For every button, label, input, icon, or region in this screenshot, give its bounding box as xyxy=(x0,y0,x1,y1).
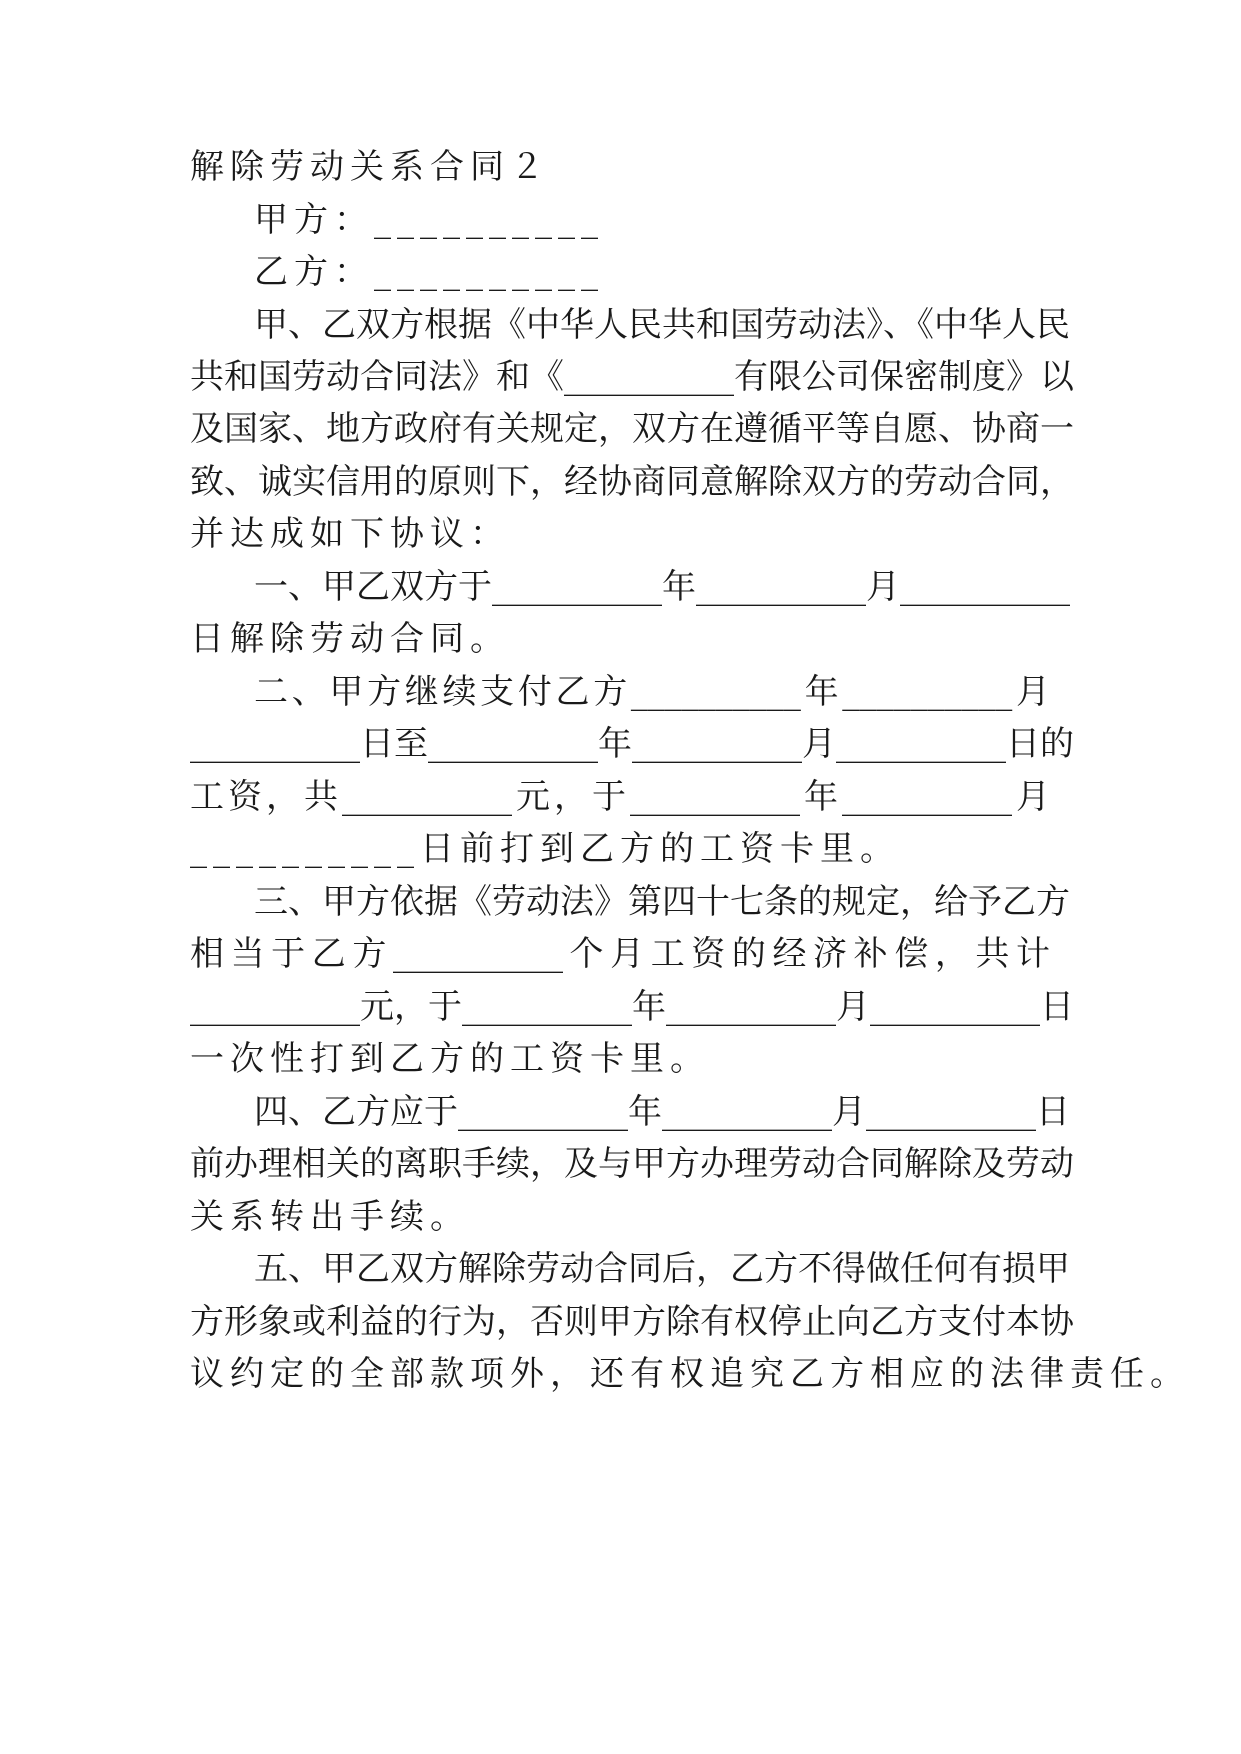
clause-1-line: 一、甲乙双方于__________年__________月__________ xyxy=(254,567,1070,607)
clause-3-line: 相当于乙方__________个月工资的经济补偿，共计 xyxy=(190,934,1050,974)
paragraph-line: 致、诚实信用的原则下，经协商同意解除双方的劳动合同， xyxy=(190,462,1074,502)
document-title: 解除劳动关系合同２ xyxy=(190,147,550,187)
party-a-line: 甲方：__________ xyxy=(254,200,604,240)
clause-3-line: 三、甲方依据《劳动法》第四十七条的规定，给予乙方 xyxy=(254,882,1070,922)
clause-4-line: 四、乙方应于__________年__________月__________日 xyxy=(254,1092,1070,1132)
clause-1-line: 日解除劳动合同。 xyxy=(190,619,510,659)
paragraph-line: 及国家、地方政府有关规定，双方在遵循平等自愿、协商一 xyxy=(190,409,1074,449)
party-b-line: 乙方：__________ xyxy=(254,252,604,292)
clause-2-line: 二、甲方继续支付乙方__________年__________月 xyxy=(254,672,1050,712)
clause-2-line: __________日至__________年__________月__________日的 xyxy=(190,724,1074,764)
paragraph-line: 共和国劳动合同法》和《__________有限公司保密制度》以 xyxy=(190,357,1074,397)
clause-5-line: 议约定的全部款项外，还有权追究乙方相应的法律责任。 xyxy=(190,1354,1190,1394)
clause-3-line: __________元，于__________年__________月__________日 xyxy=(190,987,1074,1027)
clause-2-line: __________日前打到乙方的工资卡里。 xyxy=(190,829,900,869)
clause-3-line: 一次性打到乙方的工资卡里。 xyxy=(190,1039,710,1079)
paragraph-line: 甲、乙双方根据《中华人民共和国劳动法》、《中华人民 xyxy=(254,305,1070,345)
clause-4-line: 前办理相关的离职手续，及与甲方办理劳动合同解除及劳动 xyxy=(190,1144,1074,1184)
paragraph-line: 并达成如下协议： xyxy=(190,514,510,554)
clause-5-line: 五、甲乙双方解除劳动合同后，乙方不得做任何有损甲 xyxy=(254,1249,1070,1289)
clause-5-line: 方形象或利益的行为，否则甲方除有权停止向乙方支付本协 xyxy=(190,1302,1074,1342)
clause-4-line: 关系转出手续。 xyxy=(190,1197,470,1237)
clause-2-line: 工资，共__________元，于__________年__________月 xyxy=(190,777,1050,817)
